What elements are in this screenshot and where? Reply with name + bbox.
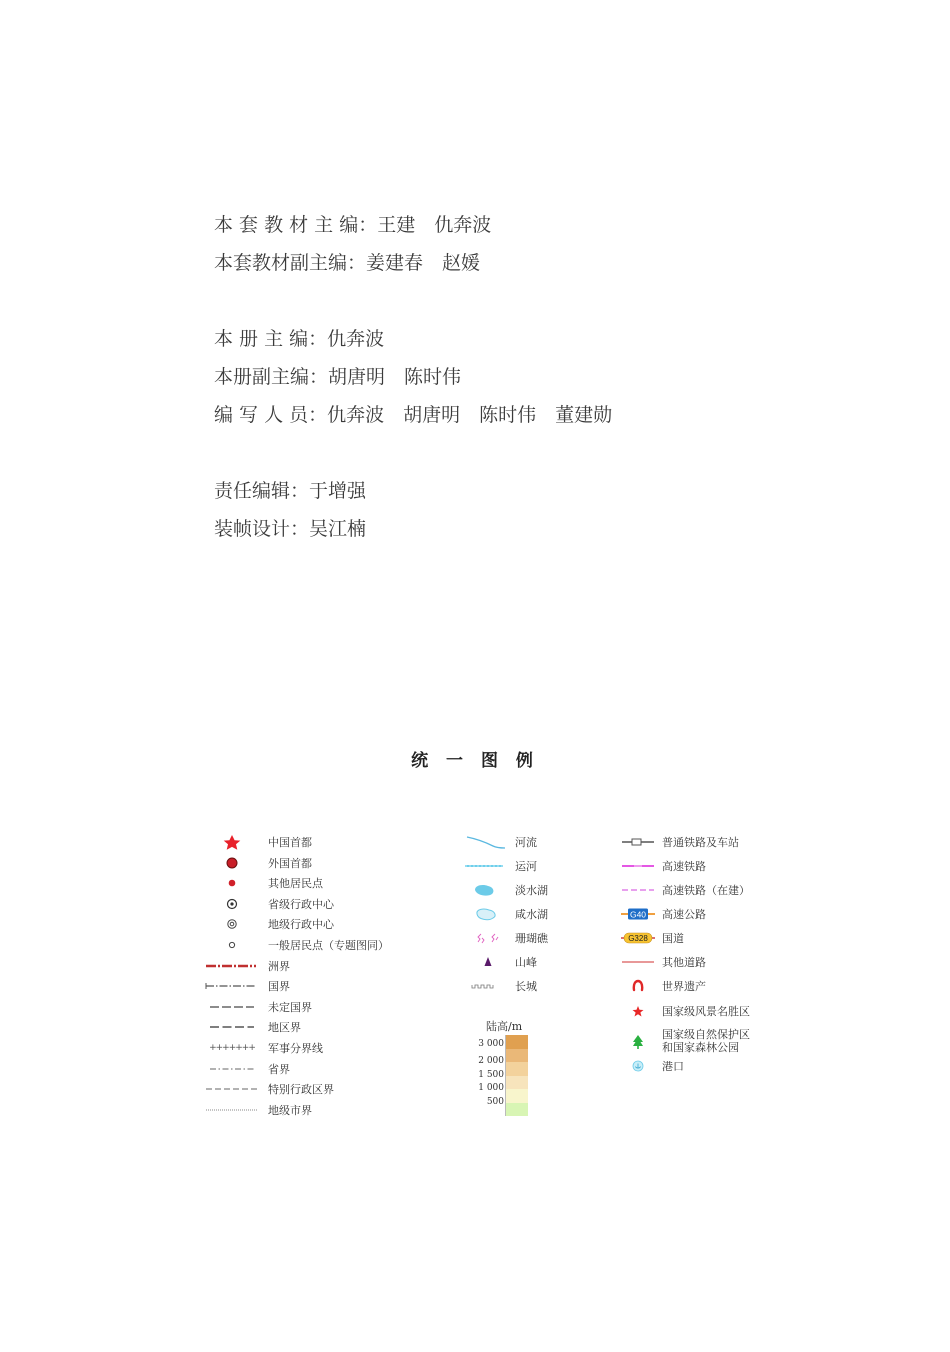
mountain-peak-icon	[465, 954, 509, 970]
elevation-level-label: 500	[486, 1096, 504, 1107]
credit-series-deputy-editor: 本套教材副主编：姜建春 赵媛	[214, 252, 481, 274]
freshwater-lake-icon	[465, 882, 509, 898]
legend-item-military-line: +++++++ 军事分界线	[202, 1038, 323, 1058]
elevation-level-label: 1 000	[478, 1083, 504, 1093]
high-speed-railway-icon	[620, 858, 656, 874]
legend-title: 统 一 图 例	[411, 751, 539, 771]
canal-icon	[465, 858, 509, 874]
region-boundary-line	[202, 1019, 262, 1035]
legend-item-national-road: G328 国道	[620, 928, 684, 948]
expressway-icon	[620, 906, 656, 922]
credit-volume-deputy-editor: 本册副主编：胡唐明 陈时伟	[214, 366, 462, 388]
prefecture-boundary-line	[202, 1102, 262, 1118]
credit-responsible-editor: 责任编辑：于增强	[214, 480, 367, 502]
high-speed-railway-construction-icon	[620, 882, 656, 898]
legend-item-nature-reserve: 国家级自然保护区 和国家森林公园	[620, 1027, 750, 1055]
elevation-title: 陆高/m	[486, 1020, 523, 1033]
legend-item-region-boundary: 地区界	[202, 1017, 301, 1037]
legend-item-other-road: 其他道路	[620, 952, 706, 972]
credit-volume-editor: 本 册 主 编：仇奔波	[214, 328, 385, 350]
credits-block	[214, 206, 612, 548]
other-road-icon	[620, 954, 656, 970]
svg-text:G328: G328	[628, 934, 648, 943]
small-ring-icon	[202, 937, 262, 953]
saltwater-lake-icon	[465, 906, 509, 922]
elevation-band	[505, 1035, 528, 1049]
legend-item-great-wall: 长城	[465, 976, 537, 996]
credit-series-editor: 本 套 教 材 主 编：王建 仇奔波	[214, 214, 492, 236]
elevation-level-label: 1 500	[478, 1069, 504, 1080]
river-icon	[465, 834, 509, 850]
legend-item-world-heritage: 世界遗产	[620, 976, 706, 996]
legend-item-river: 河流	[465, 832, 537, 852]
legend-item-high-speed-railway: 高速铁路	[620, 856, 706, 876]
legend-item-prefecture-center: 地级行政中心	[202, 914, 334, 934]
legend-item-foreign-capital: 外国首都	[202, 853, 312, 873]
legend-item-freshwater-lake: 淡水湖	[465, 880, 548, 900]
legend-item-national-boundary: 国界	[202, 976, 290, 996]
legend-item-canal: 运河	[465, 856, 537, 876]
legend-item-expressway: G40 高速公路	[620, 904, 706, 924]
double-ring-icon	[202, 916, 262, 932]
great-wall-icon	[465, 978, 509, 994]
elevation-band	[505, 1076, 528, 1090]
military-line: +++++++	[209, 1043, 255, 1053]
national-boundary-line	[202, 978, 262, 994]
legend-item-china-capital: 中国首都	[202, 832, 312, 852]
elevation-band	[505, 1089, 528, 1103]
legend-item-port: 港口	[620, 1056, 684, 1076]
elevation-band	[505, 1049, 528, 1063]
legend-item-railway: 普通铁路及车站	[620, 832, 739, 852]
legend-item-undefined-boundary: 未定国界	[202, 997, 312, 1017]
red-dot-icon	[202, 875, 262, 891]
elevation-band	[505, 1062, 528, 1076]
red-star-icon	[202, 834, 262, 850]
continent-boundary-line	[202, 958, 262, 974]
credit-writers: 编 写 人 员：仇奔波 胡唐明 陈时伟 董建勋	[214, 404, 613, 426]
legend-item-continent-boundary: 洲界	[202, 956, 290, 976]
port-icon	[620, 1058, 656, 1074]
red-ring-dot-icon	[202, 855, 262, 871]
legend-item-other-settlement: 其他居民点	[202, 873, 323, 893]
legend-item-prefecture-boundary: 地级市界	[202, 1100, 312, 1120]
credit-designer: 装帧设计：吴江楠	[214, 518, 367, 540]
scenic-area-icon	[620, 1003, 656, 1019]
legend-item-mountain-peak: 山峰	[465, 952, 537, 972]
railway-icon	[620, 834, 656, 850]
undefined-boundary-line	[202, 999, 262, 1015]
svg-text:G40: G40	[629, 909, 647, 920]
coral-reef-icon	[465, 930, 509, 946]
elevation-band	[505, 1103, 528, 1117]
world-heritage-icon	[620, 978, 656, 994]
legend-item-high-speed-railway-construction: 高速铁路（在建）	[620, 880, 750, 900]
national-road-icon	[620, 930, 656, 946]
legend-item-saltwater-lake: 咸水湖	[465, 904, 548, 924]
legend-item-coral-reef: 珊瑚礁	[465, 928, 548, 948]
legend-item-province-boundary: 省界	[202, 1059, 290, 1079]
legend-item-scenic-area: 国家级风景名胜区	[620, 1001, 750, 1021]
sar-boundary-line	[202, 1081, 262, 1097]
ring-dot-icon	[202, 896, 262, 912]
province-boundary-line	[202, 1061, 262, 1077]
legend-item-general-settlement: 一般居民点（专题图同）	[202, 935, 389, 955]
legend-item-sar-boundary: 特别行政区界	[202, 1079, 334, 1099]
legend-item-provincial-center: 省级行政中心	[202, 894, 334, 914]
elevation-level-label: 3 000	[478, 1038, 504, 1049]
elevation-level-label: 2 000	[478, 1056, 504, 1066]
nature-reserve-icon	[620, 1027, 656, 1055]
